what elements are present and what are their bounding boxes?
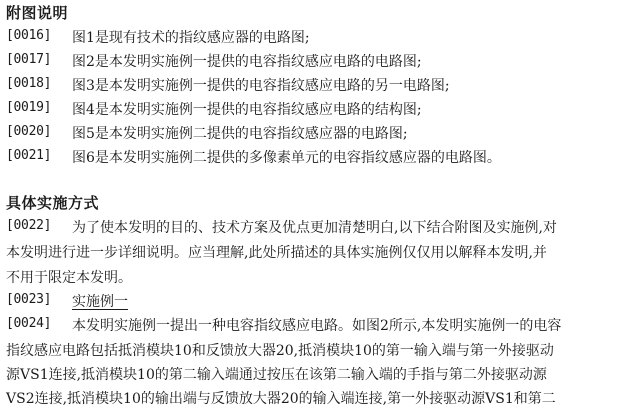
figure-3-description: 图3是本发明实施例一提供的电容指纹感应电路的另一电路图;	[72, 78, 450, 94]
figure-4-description: 图4是本发明实施例一提供的电容指纹感应电路的结构图;	[72, 102, 422, 118]
paragraph-0024-line-1: 本发明实施例一提出一种电容指纹感应电路。如图2所示,本发明实施例一的电容	[72, 318, 562, 334]
figure-5-description: 图5是本发明实施例二提供的电容指纹感应器的电路图;	[72, 126, 408, 142]
paragraph-0024-line-2: 指纹感应电路包括抵消模块10和反馈放大器20,抵消模块10的第一输入端与第一外接驱动	[6, 343, 554, 359]
paragraph-0022-line-1: 为了使本发明的目的、技术方案及优点更加清楚明白,以下结合附图及实施例,对	[72, 220, 557, 236]
paragraph-number-0024: [0024]	[6, 316, 52, 331]
paragraph-number-0023: [0023]	[6, 292, 52, 307]
paragraph-number-0019: [0019]	[6, 100, 52, 115]
paragraph-number-0021: [0021]	[6, 148, 52, 163]
paragraph-number-0018: [0018]	[6, 76, 52, 91]
figures-section-heading: 附图说明	[6, 4, 69, 22]
paragraph-number-0020: [0020]	[6, 124, 52, 139]
paragraph-number-0017: [0017]	[6, 52, 52, 67]
paragraph-0024-line-4: VS2连接,抵消模块10的输出端与反馈放大器20的输入端连接,第一外接驱动源VS1和第二	[6, 391, 556, 407]
embodiments-section-heading: 具体实施方式	[6, 194, 100, 212]
embodiment-1-subheading: 实施例一	[72, 294, 128, 310]
paragraph-number-0022: [0022]	[6, 218, 52, 233]
figure-2-description: 图2是本发明实施例一提供的电容指纹感应电路的电路图;	[72, 54, 422, 70]
paragraph-0022-line-2: 本发明进行进一步详细说明。应当理解,此处所描述的具体实施例仅仅用以解释本发明,并	[6, 245, 547, 261]
figure-1-description: 图1是现有技术的指纹感应器的电路图;	[72, 30, 310, 46]
paragraph-0024-line-3: 源VS1连接,抵消模块10的第二输入端通过按压在该第二输入端的手指与第二外接驱动源	[6, 367, 547, 383]
paragraph-0022-line-3: 不用于限定本发明。	[6, 270, 132, 286]
paragraph-number-0016: [0016]	[6, 28, 52, 43]
figure-6-description: 图6是本发明实施例二提供的多像素单元的电容指纹感应器的电路图。	[72, 150, 501, 166]
